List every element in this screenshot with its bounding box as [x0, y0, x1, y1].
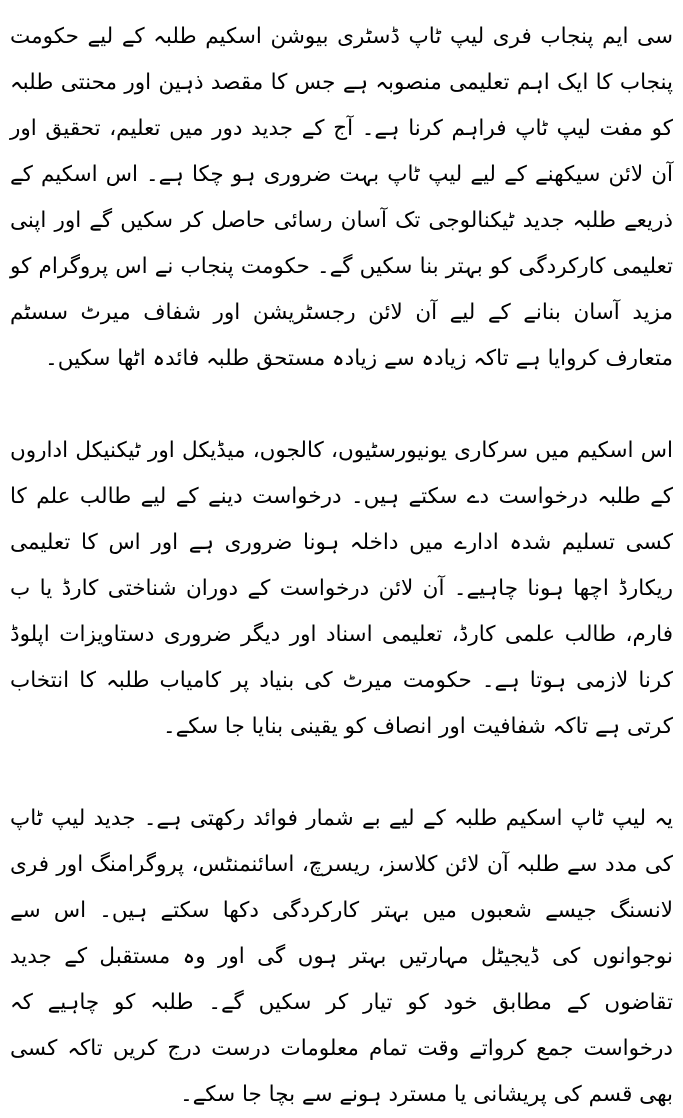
- paragraph-benefits: یہ لیپ ٹاپ اسکیم طلبہ کے لیے بے شمار فوائد رکھتی ہے۔ جدید لیپ ٹاپ کی مدد سے طلبہ آن لائن کلاسز، ریسرچ، اسائنمنٹس، پروگرامنگ اور فری لانسنگ جیسے شعبوں میں بہتر کارکردگی دکھا سکتے ہیں۔ اس سے نوجوانوں کی ڈیجیٹل مہارتیں بہتر ہوں گی اور وہ مستقبل کے جدید تقاضوں کے مطابق خود کو تیار کر سکیں گے۔ طلبہ کو چاہیے کہ درخواست جمع کرواتے وقت تمام معلومات درست درج کریں تاکہ کسی بھی قسم کی پریشانی یا مسترد ہونے سے بچا جا سکے۔: [10, 806, 673, 1107]
- paragraph-scheme-intro: سی ایم پنجاب فری لیپ ٹاپ ڈسٹری بیوشن اسکیم طلبہ کے لیے حکومت پنجاب کا ایک اہم تعلیمی منصوبہ ہے جس کا مقصد ذہین اور محنتی طلبہ کو مفت لیپ ٹاپ فراہم کرنا ہے۔ آج کے جدید دور میں تعلیم، تحقیق اور آن لائن سیکھنے کے لیے لیپ ٹاپ بہت ضروری ہو چکا ہے۔ اس اسکیم کے ذریعے طلبہ جدید ٹیکنالوجی تک آسان رسائی حاصل کر سکیں گے اور اپنی تعلیمی کارکردگی کو بہتر بنا سکیں گے۔ حکومت پنجاب نے اس پروگرام کو مزید آسان بنانے کے لیے آن لائن رجسٹریشن اور شفاف میرٹ سسٹم متعارف کروایا ہے تاکہ زیادہ سے زیادہ مستحق طلبہ فائدہ اٹھا سکیں۔: [10, 24, 673, 371]
- paragraph-eligibility: اس اسکیم میں سرکاری یونیورسٹیوں، کالجوں، میڈیکل اور ٹیکنیکل اداروں کے طلبہ درخواست دے سکتے ہیں۔ درخواست دینے کے لیے طالب علم کا کسی تسلیم شدہ ادارے میں داخلہ ہونا ضروری ہے اور اس کا تعلیمی ریکارڈ اچھا ہونا چاہیے۔ آن لائن درخواست کے دوران شناختی کارڈ یا ب فارم، طالب علمی کارڈ، تعلیمی اسناد اور دیگر ضروری دستاویزات اپلوڈ کرنا لازمی ہوتا ہے۔ حکومت میرٹ کی بنیاد پر کامیاب طلبہ کا انتخاب کرتی ہے تاکہ شفافیت اور انصاف کو یقینی بنایا جا سکے۔: [10, 438, 673, 739]
